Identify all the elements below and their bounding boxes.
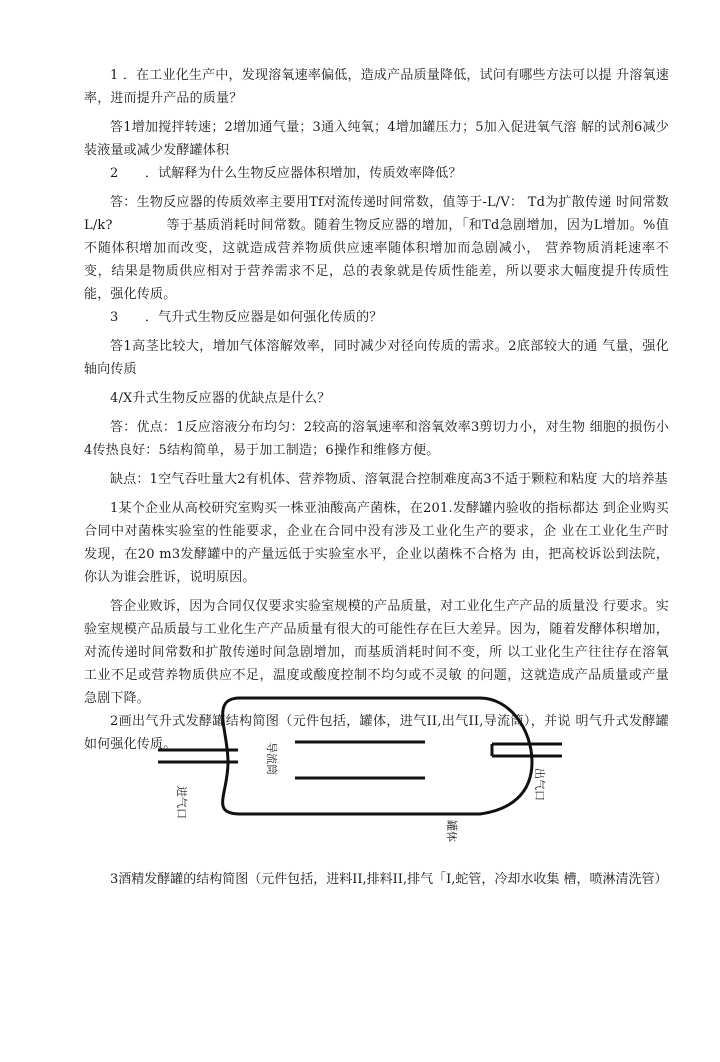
label-gas-outlet: 出气口	[533, 768, 546, 801]
document-body	[84, 64, 669, 756]
question-4: 4/X升式生物反应器的优缺点是什么？	[110, 391, 331, 406]
airlift-fermenter-diagram	[150, 690, 570, 850]
label-gas-inlet: 进气口	[175, 786, 188, 819]
label-draft-tube: 导流筒	[265, 742, 278, 775]
answer-1: 答1增加搅拌转速；2增加通气量；3通入纯氧；4增加罐压力；5加入促进氧气溶 解的试剂6减少装液量或减少发酵罐体积	[84, 120, 669, 158]
case-question-2: 2画出气升式发酵罐结构简图（元件包括，罐体，进气II,出气II,导流筒），并说 明气升式发酵罐如何强化传质。	[84, 714, 669, 752]
question-3-caption	[84, 868, 669, 891]
case-question-1: 1某个企业从高校研究室购买一株亚油酸高产菌株，在201.发酵罐内验收的指标都达 到企业购买合同中对菌株实验室的性能要求，企业在合同中没有涉及工业化生产的要求，企 业在工业化生产时发现，在20 m3发酵罐中的产量远低于实验室水平，企业以菌株不合格为 由，把高校诉讼到法院，你认为谁会胜诉，说明原因。	[84, 501, 669, 585]
question-3: 3 ．气升式生物反应器是如何强化传质的？	[110, 310, 383, 325]
caption-text: 3酒精发酵罐的结构简图（元件包括，进料II,排料II,排气「I,蛇管，冷却水收集 槽，喷淋清洗管）	[110, 872, 668, 887]
answer-4-advantages: 答：优点：1反应溶液分布均匀：2较高的溶氧速率和溶氧效率3剪切力小，对生物 细胞的损伤小4传热良好：5结构简单，易于加工制造；6操作和维修方便。	[84, 420, 669, 458]
question-2: 2 ．试解释为什么生物反应器体积增加，传质效率降低？	[110, 166, 462, 181]
case-answer-1: 答企业败诉，因为合同仅仅要求实验室规模的产品质量，对工业化生产产品的质量没 行要求。实验室规模产品质最与工业化生产产品质量有很大的可能性存在巨大差异。因为，随着发酵体积增加，对流传递时间常数和扩散传递时间急剧增加，而基质消耗时间不变，所 以工业化生产往往存在溶氧工业不足或营养物质供应不足，温度或酸度控制不均匀或不灵敏 的问题，这就造成产品质量或产量急剧下降。	[84, 599, 669, 706]
answer-2: 答：生物反应器的传质效率主要用Tf对流传递时间常数，值等于-L/V： Td为扩散传递 时间常数L/k? 等于基质消耗时间常数。随着生物反应器的增加，「和Td急剧增加，因为L增加。%值不随体积增加而改变，这就造成营养物质供应速率随体积增加而急剧减小， 营养物质消耗速率不变，结果是物质供应相对于营养需求不足，总的表象就是传质性能差，所以要求大幅度提升传质性能，强化传质。	[84, 195, 669, 302]
answer-4-disadvantages: 缺点：1空气吞吐量大2有机体、营养物质、溶氧混合控制难度高3不适于颗粒和粘度 大的培养基	[110, 472, 668, 487]
question-1: 1 ．在工业化生产中，发现溶氧速率偏低，造成产品质量降低，试问有哪些方法可以提 升溶氧速率，进而提升产品的质量？	[84, 68, 669, 106]
answer-3: 答1高茎比较大，增加气体溶解效率，同时减少对径向传质的需求。2底部较大的通 气量，强化轴向传质	[84, 339, 669, 377]
label-vessel: 罐体	[445, 820, 458, 842]
